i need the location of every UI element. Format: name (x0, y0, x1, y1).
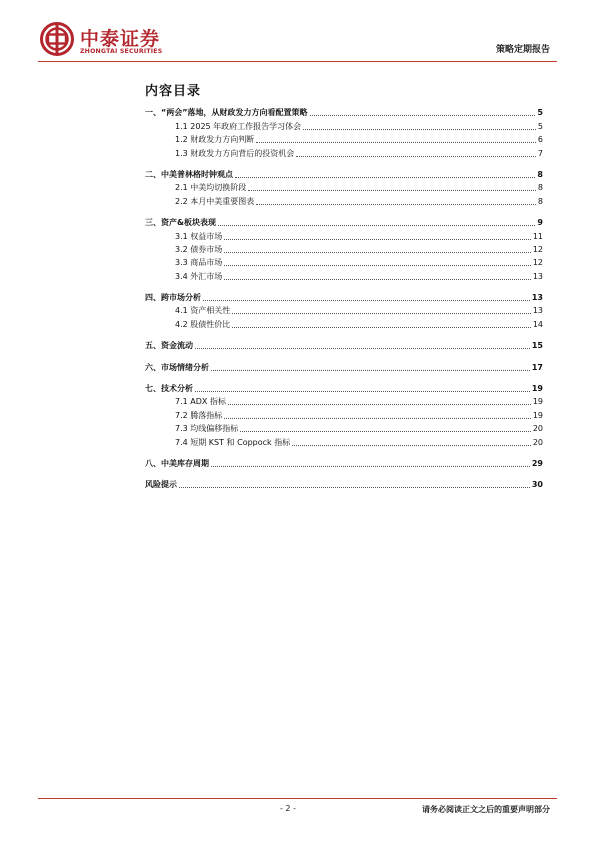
toc-dot-leader (224, 278, 531, 280)
toc-entry-page: 8 (537, 196, 543, 206)
toc-entry-page: 19 (532, 410, 543, 420)
toc-entry-title: 七、技术分析 (145, 384, 193, 394)
logo-chinese-name: 中泰证券 (80, 28, 161, 50)
toc-dot-leader (224, 238, 531, 240)
toc-entry-title: 3.4 外汇市场 (175, 271, 223, 281)
toc-entry-page: 29 (531, 458, 543, 468)
toc-subsection-entry[interactable] (145, 394, 543, 407)
toc-entry-page: 7 (537, 148, 543, 158)
zhongtai-emblem-icon (40, 22, 74, 56)
toc-entry-title: 三、资产&板块表现 (145, 218, 216, 228)
toc-subsection-entry[interactable] (145, 145, 543, 158)
toc-dot-leader (179, 486, 530, 488)
toc-entry-page: 13 (531, 293, 543, 303)
toc-title: 内容目录 (145, 84, 202, 99)
toc-dot-leader (218, 224, 535, 226)
toc-entry-title: 3.2 债券市场 (175, 244, 223, 254)
toc-entry-page: 9 (537, 218, 543, 228)
company-logo (40, 22, 190, 60)
toc-entry-page: 12 (532, 244, 543, 254)
toc-section-entry[interactable] (145, 215, 543, 228)
toc-entry-title: 二、中美普林格时钟观点 (145, 169, 233, 179)
toc-entry-page: 13 (532, 271, 543, 281)
toc-entry-title: 一、“两会”落地，从财政发力方向看配置策略 (145, 108, 308, 118)
toc-entry-page: 8 (537, 169, 543, 179)
toc-entry-page: 5 (537, 121, 543, 131)
toc-entry-title: 2.2 本月中美重要图表 (175, 196, 255, 206)
toc-subsection-entry[interactable] (145, 407, 543, 420)
toc-dot-leader (232, 312, 531, 314)
toc-section-entry[interactable] (145, 338, 543, 351)
toc-entry-page: 5 (537, 108, 543, 118)
toc-entry-title: 7.1 ADX 指标 (175, 397, 226, 407)
toc-entry-title: 2.1 中美均切换阶段 (175, 183, 247, 193)
table-of-contents (145, 105, 543, 490)
toc-subsection-entry[interactable] (145, 268, 543, 281)
page-number: - 2 - (280, 804, 296, 813)
toc-entry-title: 7.3 均线偏移指标 (175, 424, 239, 434)
toc-entry-title: 1.1 2025 年政府工作报告学习体会 (175, 121, 302, 131)
toc-dot-leader (203, 299, 530, 301)
toc-subsection-entry[interactable] (145, 421, 543, 434)
toc-entry-page: 13 (532, 306, 543, 316)
toc-entry-page: 30 (531, 480, 543, 490)
report-type-label: 策略定期报告 (495, 45, 550, 55)
toc-subsection-entry[interactable] (145, 193, 543, 206)
toc-dot-leader (235, 176, 535, 178)
toc-dot-leader (303, 128, 536, 130)
toc-entry-title: 3.3 商品市场 (175, 258, 223, 268)
toc-entry-title: 1.2 财政发力方向判断 (175, 135, 255, 145)
toc-dot-leader (256, 141, 536, 143)
toc-dot-leader (296, 155, 536, 157)
toc-subsection-entry[interactable] (145, 316, 543, 329)
toc-entry-title: 八、中美库存周期 (145, 458, 209, 468)
toc-entry-page: 20 (532, 437, 543, 447)
toc-entry-page: 6 (537, 135, 543, 145)
header-divider (38, 61, 557, 62)
toc-subsection-entry[interactable] (145, 255, 543, 268)
toc-section-entry[interactable] (145, 167, 543, 180)
toc-entry-page: 20 (532, 424, 543, 434)
toc-section-entry[interactable] (145, 456, 543, 469)
toc-entry-title: 四、跨市场分析 (145, 293, 201, 303)
toc-section-entry[interactable] (145, 381, 543, 394)
toc-dot-leader (224, 264, 531, 266)
toc-entry-title: 7.4 短期 KST 和 Coppock 指标 (175, 437, 291, 447)
toc-section-entry[interactable] (145, 477, 543, 490)
toc-entry-page: 14 (532, 319, 543, 329)
toc-entry-page: 19 (532, 397, 543, 407)
toc-subsection-entry[interactable] (145, 228, 543, 241)
toc-entry-page: 17 (531, 362, 543, 372)
toc-dot-leader (248, 189, 536, 191)
toc-dot-leader (224, 417, 531, 419)
toc-subsection-entry[interactable] (145, 132, 543, 145)
toc-section-entry[interactable] (145, 359, 543, 372)
toc-entry-title: 4.1 资产相关性 (175, 306, 231, 316)
toc-entry-title: 3.1 权益市场 (175, 231, 223, 241)
toc-dot-leader (211, 465, 530, 467)
toc-entry-page: 19 (531, 384, 543, 394)
toc-entry-title: 7.2 腾落指标 (175, 410, 223, 420)
toc-subsection-entry[interactable] (145, 180, 543, 193)
toc-entry-title: 4.2 股债性价比 (175, 319, 231, 329)
toc-entry-title: 六、市场情绪分析 (145, 362, 209, 372)
toc-entry-page: 11 (532, 231, 543, 241)
toc-section-entry[interactable] (145, 105, 543, 118)
toc-entry-page: 15 (531, 341, 543, 351)
toc-dot-leader (195, 347, 530, 349)
toc-entry-page: 8 (537, 183, 543, 193)
toc-dot-leader (195, 390, 530, 392)
toc-section-entry[interactable] (145, 290, 543, 303)
toc-entry-title: 1.3 财政发力方向背后的投资机会 (175, 148, 295, 158)
toc-dot-leader (240, 430, 531, 432)
toc-subsection-entry[interactable] (145, 242, 543, 255)
toc-dot-leader (292, 444, 531, 446)
toc-dot-leader (232, 326, 531, 328)
footer-divider (38, 798, 557, 799)
toc-subsection-entry[interactable] (145, 303, 543, 316)
toc-subsection-entry[interactable] (145, 434, 543, 447)
toc-entry-title: 风险提示 (145, 480, 177, 490)
toc-entry-title: 五、资金流动 (145, 341, 193, 351)
toc-dot-leader (228, 403, 531, 405)
toc-dot-leader (211, 369, 530, 371)
toc-entry-page: 12 (532, 258, 543, 268)
toc-subsection-entry[interactable] (145, 118, 543, 131)
logo-english-name: ZHONGTAI SECURITIES (80, 48, 163, 55)
toc-dot-leader (310, 114, 536, 116)
footer-disclaimer: 请务必阅读正文之后的重要声明部分 (422, 805, 550, 814)
toc-dot-leader (224, 251, 531, 253)
toc-dot-leader (256, 203, 536, 205)
